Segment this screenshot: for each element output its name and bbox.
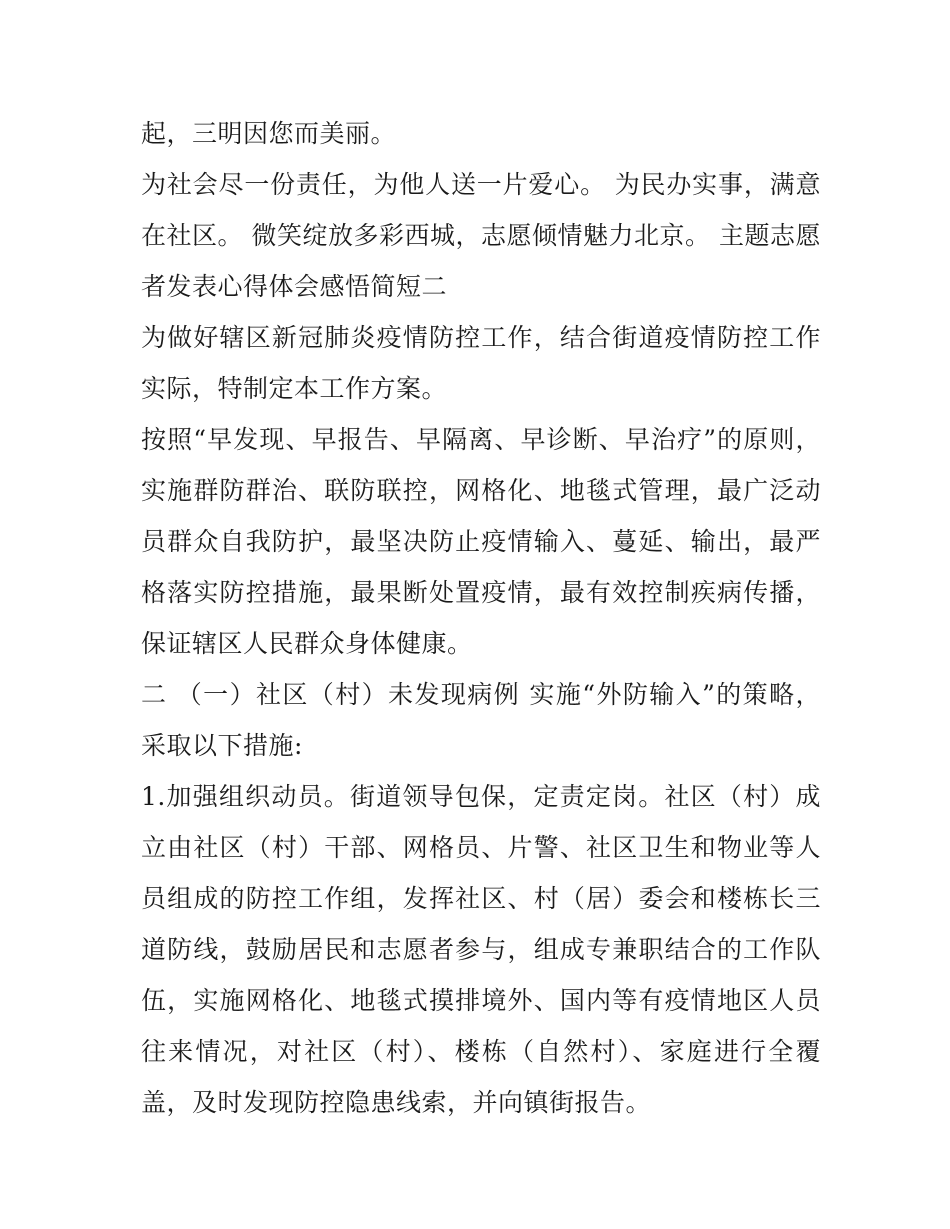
paragraph-4: 按照“早发现、早报告、早隔离、早诊断、早治疗”的原则，实施群防群治、联防联控，网格化、地毯式管理，最广泛动员群众自我防护，最坚决防止疫情输入、蔓延、输出，最严格落实防控措施，最果断处置疫情，最有效控制疾病传播，保证辖区人民群众身体健康。 — [141, 425, 821, 658]
body-text — [141, 108, 821, 1128]
paragraph-3: 为做好辖区新冠肺炎疫情防控工作，结合街道疫情防控工作实际，特制定本工作方案。 — [141, 323, 821, 403]
paragraph-6: 1.加强组织动员。街道领导包保，定责定岗。社区（村）成立由社区（村）干部、网格员、片警、社区卫生和物业等人员组成的防控工作组，发挥社区、村（居）委会和楼栋长三道防线，鼓励居民和志愿者参与，组成专兼职结合的工作队伍，实施网格化、地毯式摸排境外、国内等有疫情地区人员往来情况，对社区（村）、楼栋（自然村）、家庭进行全覆盖，及时发现防控隐患线索，并向镇街报告。 — [141, 782, 821, 1117]
paragraph-2: 为社会尽一份责任，为他人送一片爱心。 为民办实事，满意在社区。 微笑绽放多彩西城，志愿倾情魅力北京。 主题志愿者发表心得体会感悟简短二 — [141, 170, 821, 301]
paragraph-5: 二 （一）社区（村）未发现病例 实施“外防输入”的策略，采取以下措施: — [141, 680, 821, 760]
paragraph-1: 起，三明因您而美丽。 — [141, 119, 397, 148]
